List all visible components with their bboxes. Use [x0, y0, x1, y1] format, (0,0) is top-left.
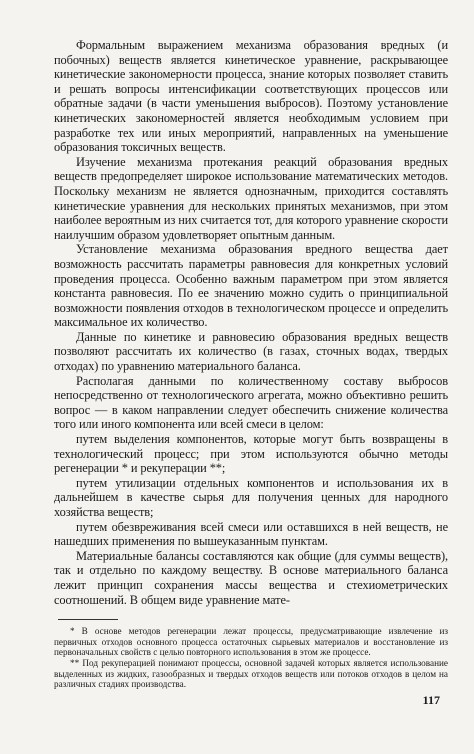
paragraph-method-separation: путем выделения компонентов, которые могут быть возвращены в технологический процесс; при этом используются обычно методы регенерации * и рекуперации **; [54, 432, 448, 476]
paragraph-method-utilization: путем утилизации отдельных компонентов и использования их в дальнейшем в качестве сырья для получения ценных для народного хозяйства веществ; [54, 475, 448, 519]
paragraph-material-balances: Материальные балансы составляются как общие (для суммы веществ), так и отдельно по каждому веществу. В основе материального баланса лежит принцип сохранения массы вещества и стехиометрических соотношений. В общем виде уравнение мате- [54, 548, 448, 607]
paragraph-kinetics: Формальным выражением механизма образования вредных (и побочных) веществ является кинетическое уравнение, раскрывающее кинетические закономерности процесса, знание которых позволяет ставить и решать вопросы интенсификации соответствующих процессов или обратные задачи (в части уменьшения выбросов). Поэтому установление кинетических закономерностей является необходимым условием при разработке тех или иных мероприятий, направленных на уменьшение образования токсичных веществ. [54, 38, 448, 155]
paragraph-mechanism-study: Изучение механизма протекания реакций образования вредных веществ предопределяет широкое использование математических методов. Поскольку механизм не является однозначным, приходится составлять кинетические уравнения для нескольких принятых механизмов, при этом наиболее вероятным из них считается тот, для которого уравнение скорости наилучшим образом удовлетворяет опытным данным. [54, 154, 448, 242]
paragraph-emission-reduction: Располагая данными по количественному составу выбросов непосредственно от технологического агрегата, можно объективно решить вопрос — в каком направлении следует обеспечить снижение количества того или иного компонента или всей смеси в целом: [54, 373, 448, 432]
paragraph-material-balance-intro: Данные по кинетике и равновесию образования вредных веществ позволяют рассчитать их количество (в газах, сточных водах, твердых отходах) по уравнению материального баланса. [54, 329, 448, 374]
page-number: 117 [422, 693, 440, 707]
footnote-divider [58, 619, 118, 620]
paragraph-method-neutralization: путем обезвреживания всей смеси или оставшихся в ней веществ, не нашедших применения по вышеуказанным пунктам. [54, 519, 448, 549]
paragraph-equilibrium: Установление механизма образования вредного вещества дает возможность рассчитать параметры равновесия для конкретных условий проведения процесса. Особенно важным параметром при этом является константа равновесия. По ее значению можно судить о принципиальной возможности появления отходов в технологическом процессе и определить максимальное их количество. [54, 242, 448, 330]
footnote-recuperation: ** Под рекуперацией понимают процессы, основной задачей которых является использование выделенных из жидких, газообразных и твердых отходов веществ или потоков отходов в целом на различных стадиях производства. [54, 657, 448, 690]
footnote-regeneration: * В основе методов регенерации лежат процессы, предусматривающие извлечение из первичных отходов основного процесса остаточных сырьевых материалов и восстановление из первоначальных свойств с целью повторного использования в этом же процессе. [54, 626, 448, 658]
